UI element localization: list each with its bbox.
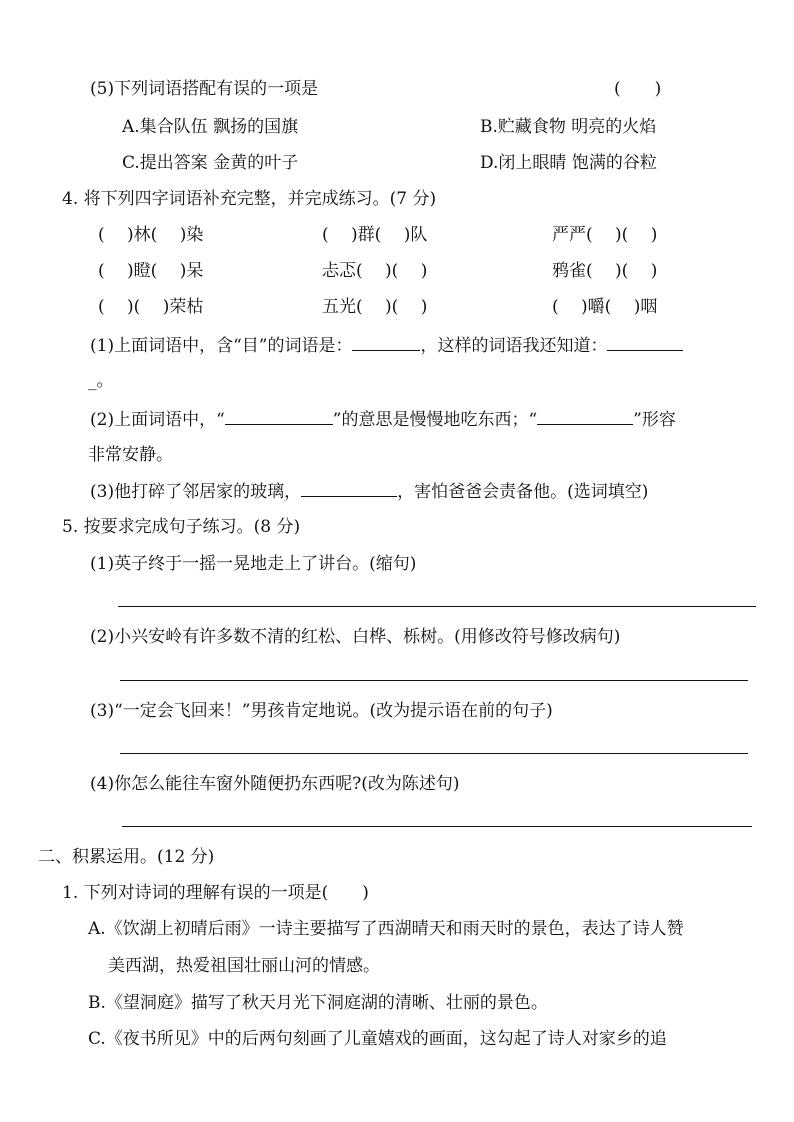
word-blank[interactable]: ( )林( )染 [98, 225, 204, 245]
sec2-q1: 1. 下列对诗词的理解有误的一项是( ) [62, 883, 369, 903]
answer-paren[interactable]: ( ) [614, 79, 662, 99]
q4-sub3-text-b: ，害怕爸爸会责备他。(选词填空) [397, 482, 649, 502]
sec2-option-b: B.《望洞庭》描写了秋天月光下洞庭湖的清晰、壮丽的景色。 [88, 993, 548, 1013]
fill-blank[interactable] [301, 480, 397, 497]
word-blank[interactable]: 忐忑( )( ) [322, 261, 428, 281]
option-d: D.闭上眼睛 饱满的谷粒 [480, 153, 657, 173]
sec2-option-a-line2: 美西湖，热爱祖国壮丽山河的情感。 [108, 956, 380, 976]
q4-title: 4. 将下列四字词语补充完整，并完成练习。(7 分) [62, 189, 437, 209]
option-c: C.提出答案 金黄的叶子 [122, 153, 299, 173]
answer-line[interactable] [118, 606, 756, 607]
q5-title: 5. 按要求完成句子练习。(8 分) [62, 517, 301, 537]
q4-sub1-end: _。 [88, 371, 114, 391]
sec2-option-a-line1: A.《饮湖上初晴后雨》一诗主要描写了西湖晴天和雨天时的景色，表达了诗人赞 [88, 919, 684, 939]
word-blank[interactable]: ( )( )荣枯 [98, 297, 204, 317]
q4-sub1-text-b: ，这样的词语我还知道： [420, 336, 608, 356]
q4-sub2-text-a: (2)上面词语中，“ [90, 410, 225, 430]
word-blank[interactable]: ( )群( )队 [322, 225, 428, 245]
fill-blank[interactable] [352, 334, 420, 351]
q4-sub2-text-c: ”形容 [633, 410, 676, 430]
fill-blank[interactable] [537, 408, 633, 425]
q4-sub2-text-b: ”的意思是慢慢地吃东西；“ [332, 410, 538, 430]
q4-sub2-cont: 非常安静。 [88, 445, 173, 465]
answer-line[interactable] [122, 826, 752, 827]
answer-line[interactable] [120, 753, 748, 754]
word-blank[interactable]: ( )瞪( )呆 [98, 261, 204, 281]
q5-sentence-3: (3)“一定会飞回来！”男孩肯定地说。(改为提示语在前的句子) [90, 701, 553, 721]
q5-sentence-2: (2)小兴安岭有许多数不清的红松、白桦、栎树。(用修改符号修改病句) [90, 627, 621, 647]
q4-sub3 [90, 480, 648, 503]
word-blank[interactable]: 五光( )( ) [322, 297, 428, 317]
q4-sub3-text-a: (3)他打碎了邻居家的玻璃， [90, 482, 302, 502]
q3-5-stem: (5)下列词语搭配有误的一项是 [90, 79, 319, 99]
fill-blank[interactable] [225, 408, 333, 425]
word-blank[interactable]: 鸦雀( )( ) [552, 261, 658, 281]
q5-sentence-1: (1)英子终于一摇一晃地走上了讲台。(缩句) [90, 554, 417, 574]
option-a: A.集合队伍 飘扬的国旗 [122, 117, 299, 137]
q4-sub2 [90, 408, 676, 431]
q4-sub1-text-a: (1)上面词语中，含“目”的词语是： [90, 336, 353, 356]
answer-line[interactable] [120, 680, 748, 681]
q5-sentence-4: (4)你怎么能往车窗外随便扔东西呢?(改为陈述句) [90, 774, 460, 794]
q4-sub1 [90, 334, 683, 357]
option-b: B.贮藏食物 明亮的火焰 [480, 117, 657, 137]
word-blank[interactable]: 严严( )( ) [552, 225, 658, 245]
fill-blank[interactable] [607, 334, 683, 351]
section-2-title: 二、积累运用。(12 分) [38, 847, 215, 867]
word-blank[interactable]: ( )嚼( )咽 [552, 297, 658, 317]
sec2-option-c-line1: C.《夜书所见》中的后两句刻画了儿童嬉戏的画面，这勾起了诗人对家乡的追 [88, 1029, 667, 1049]
